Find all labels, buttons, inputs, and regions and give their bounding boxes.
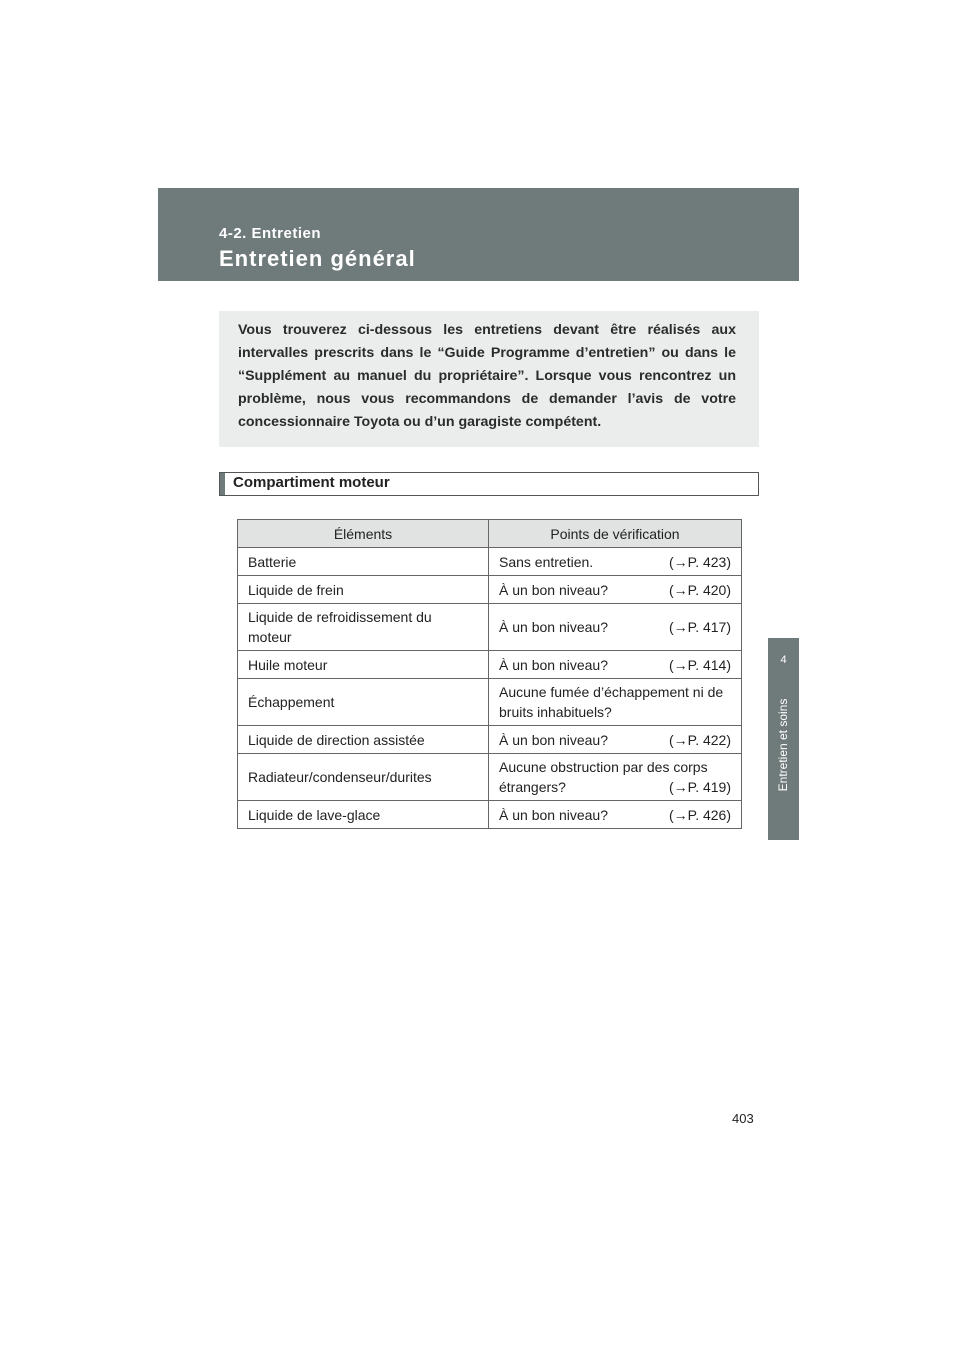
page-reference: (→P. 420) (669, 581, 731, 598)
check-text: À un bon niveau? (499, 806, 608, 823)
chapter-header (158, 188, 799, 281)
chapter-side-tab (768, 638, 799, 840)
row-check (489, 726, 742, 754)
intro-text: Vous trouverez ci-dessous les entretiens devant être réalisés aux intervalles prescrits dans le “Guide Programme d’entretien” ou dans le “Supplément au manuel du propriétaire”. Lorsque vous rencontrez un problème, nous vous recommandons de demander l’avis de votre concessionnaire Toyota ou d’un garagiste compétent. (238, 322, 736, 430)
row-check (489, 679, 742, 726)
subsection-title: Compartiment moteur (233, 474, 390, 491)
table-row (238, 651, 742, 679)
row-item: Liquide de frein (238, 576, 489, 604)
table-header-row (238, 520, 742, 548)
intro-box (219, 311, 759, 447)
table-row (238, 754, 742, 801)
page-reference: (→P. 422) (669, 731, 731, 748)
check-text: À un bon niveau? (499, 731, 608, 748)
row-item: Liquide de refroidissement du moteur (238, 604, 489, 651)
table-row (238, 679, 742, 726)
subsection-marker (220, 473, 225, 495)
table-row (238, 604, 742, 651)
page-reference: (→P. 419) (669, 779, 731, 795)
chapter-title: Entretien et soins (776, 698, 790, 792)
check-text: À un bon niveau? (499, 656, 608, 673)
check-text: À un bon niveau? (499, 581, 608, 598)
row-check (489, 801, 742, 829)
row-check (489, 754, 742, 801)
check-text: Aucune fumée d’échappement ni de bruits inhabituels? (499, 684, 724, 720)
table-row (238, 726, 742, 754)
page-number: 403 (732, 1111, 754, 1126)
row-check (489, 548, 742, 576)
subsection-heading (219, 472, 759, 496)
row-item: Huile moteur (238, 651, 489, 679)
check-text: À un bon niveau? (499, 619, 608, 635)
row-check (489, 604, 742, 651)
page-reference: (→P. 423) (669, 553, 731, 570)
row-item: Batterie (238, 548, 489, 576)
page-reference: (→P. 417) (669, 619, 731, 635)
maintenance-table (237, 519, 742, 829)
row-check (489, 651, 742, 679)
table-row (238, 576, 742, 604)
check-text: Aucune obstruction par des corps étrangers? (499, 759, 708, 795)
chapter-number: 4 (780, 654, 787, 666)
table-row (238, 801, 742, 829)
column-header-checkpoints: Points de vérification (489, 520, 742, 548)
section-label: 4-2. Entretien (219, 225, 322, 242)
page-reference: (→P. 414) (669, 656, 731, 673)
row-item: Radiateur/condenseur/durites (238, 754, 489, 801)
row-check (489, 576, 742, 604)
check-text: Sans entretien. (499, 553, 594, 570)
table-row (238, 548, 742, 576)
column-header-items: Éléments (238, 520, 489, 548)
page-reference: (→P. 426) (669, 806, 731, 823)
row-item: Liquide de lave-glace (238, 801, 489, 829)
row-item: Liquide de direction assistée (238, 726, 489, 754)
page-title: Entretien général (219, 246, 416, 271)
row-item: Échappement (238, 679, 489, 726)
